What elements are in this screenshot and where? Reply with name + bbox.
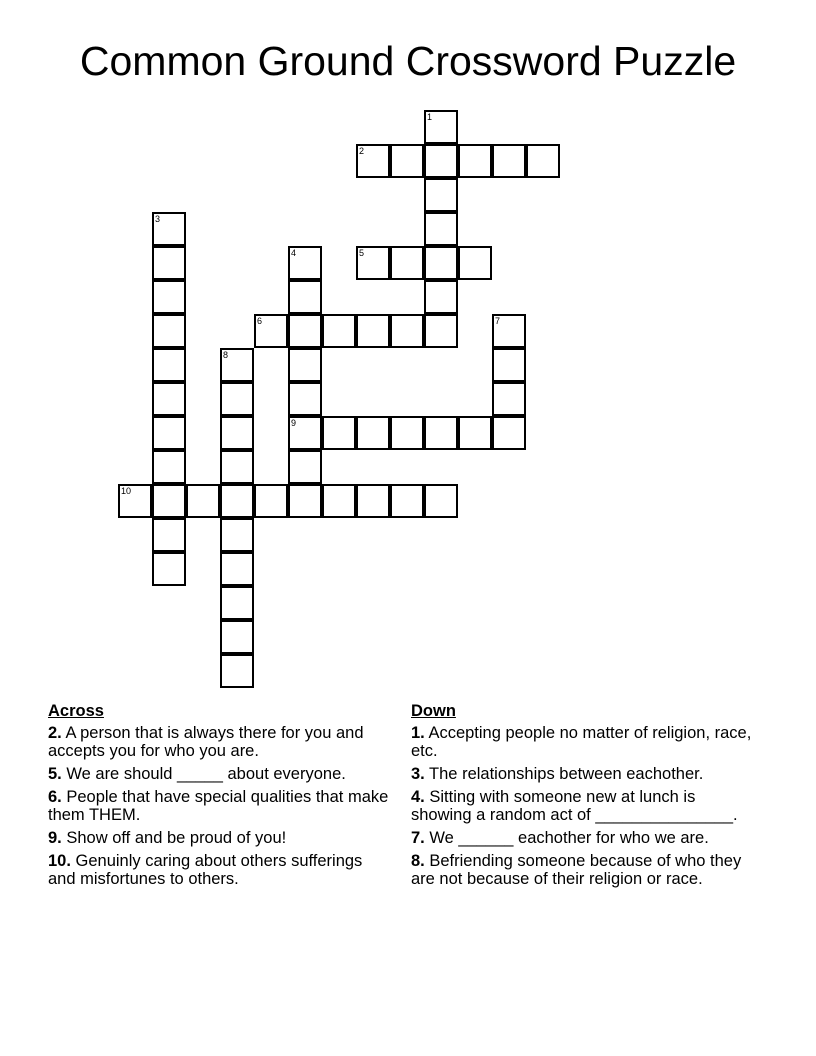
clue-text: We ______ eachother for who we are.	[424, 829, 709, 847]
down-clue	[411, 724, 756, 760]
grid-cell[interactable]	[152, 212, 186, 246]
grid-cell[interactable]	[220, 382, 254, 416]
across-clues	[48, 702, 393, 893]
cell-number: 8	[223, 350, 229, 360]
puzzle-title: Common Ground Crossword Puzzle	[79, 38, 737, 84]
grid-cell[interactable]	[356, 246, 390, 280]
grid-cell[interactable]	[424, 484, 458, 518]
grid-cell[interactable]	[118, 484, 152, 518]
grid-cell[interactable]	[152, 246, 186, 280]
grid-cell[interactable]	[424, 144, 458, 178]
grid-cell[interactable]	[288, 484, 322, 518]
clue-text: Sitting with someone new at lunch is showing a random act of _______________.	[411, 788, 738, 824]
cell-number: 4	[291, 248, 297, 258]
grid-cell[interactable]	[492, 314, 526, 348]
grid-cell[interactable]	[220, 552, 254, 586]
cell-number: 5	[359, 248, 365, 258]
grid-cell[interactable]	[220, 654, 254, 688]
grid-cell[interactable]	[424, 280, 458, 314]
cell-number: 1	[427, 112, 433, 122]
grid-cell[interactable]	[220, 484, 254, 518]
grid-cell[interactable]	[220, 416, 254, 450]
grid-cell[interactable]	[288, 382, 322, 416]
clue-number: 1.	[411, 724, 425, 742]
clue-text: We are should _____ about everyone.	[61, 765, 346, 783]
cell-number: 6	[257, 316, 263, 326]
grid-cell[interactable]	[220, 518, 254, 552]
grid-cell[interactable]	[458, 246, 492, 280]
clue-number: 3.	[411, 765, 425, 783]
grid-cell[interactable]	[288, 348, 322, 382]
grid-cell[interactable]	[152, 280, 186, 314]
grid-cell[interactable]	[288, 416, 322, 450]
grid-cell[interactable]	[288, 280, 322, 314]
down-clue	[411, 765, 756, 783]
grid-cell[interactable]	[424, 314, 458, 348]
cell-number: 2	[359, 146, 365, 156]
grid-cell[interactable]	[424, 246, 458, 280]
across-clue	[48, 829, 393, 847]
cell-number: 7	[495, 316, 501, 326]
grid-cell[interactable]	[322, 416, 356, 450]
clue-number: 5.	[48, 765, 62, 783]
clue-text: A person that is always there for you and accepts you for who you are.	[48, 724, 364, 760]
grid-cell[interactable]	[152, 314, 186, 348]
clue-number: 10.	[48, 852, 71, 870]
grid-cell[interactable]	[152, 552, 186, 586]
grid-cell[interactable]	[356, 144, 390, 178]
grid-cell[interactable]	[288, 450, 322, 484]
clue-text: Show off and be proud of you!	[61, 829, 287, 847]
grid-cell[interactable]	[322, 314, 356, 348]
clue-text: Genuinly caring about others sufferings and misfortunes to others.	[48, 852, 363, 888]
grid-cell[interactable]	[220, 348, 254, 382]
grid-cell[interactable]	[152, 382, 186, 416]
grid-cell[interactable]	[458, 144, 492, 178]
down-clues	[411, 702, 756, 893]
grid-cell[interactable]	[526, 144, 560, 178]
clue-number: 9.	[48, 829, 62, 847]
clue-text: The relationships between eachother.	[424, 765, 704, 783]
grid-cell[interactable]	[220, 586, 254, 620]
grid-cell[interactable]	[152, 416, 186, 450]
grid-cell[interactable]	[424, 110, 458, 144]
grid-cell[interactable]	[390, 416, 424, 450]
across-clue	[48, 852, 393, 888]
clue-number: 7.	[411, 829, 425, 847]
grid-cell[interactable]	[356, 416, 390, 450]
grid-cell[interactable]	[492, 382, 526, 416]
grid-cell[interactable]	[288, 314, 322, 348]
across-clue	[48, 788, 393, 824]
grid-cell[interactable]	[356, 484, 390, 518]
clue-number: 2.	[48, 724, 62, 742]
down-clue	[411, 852, 756, 888]
across-clue	[48, 765, 393, 783]
grid-cell[interactable]	[254, 484, 288, 518]
clue-text: People that have special qualities that make them THEM.	[48, 788, 389, 824]
clue-number: 8.	[411, 852, 425, 870]
down-heading: Down	[411, 702, 456, 720]
cell-number: 10	[121, 486, 132, 496]
grid-cell[interactable]	[220, 620, 254, 654]
across-heading: Across	[48, 702, 104, 720]
clue-number: 6.	[48, 788, 62, 806]
cell-number: 3	[155, 214, 161, 224]
grid-cell[interactable]	[424, 212, 458, 246]
grid-cell[interactable]	[390, 144, 424, 178]
grid-cell[interactable]	[254, 314, 288, 348]
grid-cell[interactable]	[152, 348, 186, 382]
down-clue	[411, 829, 756, 847]
clue-number: 4.	[411, 788, 425, 806]
grid-cell[interactable]	[356, 314, 390, 348]
clue-text: Befriending someone because of who they are not because of their religion or race.	[411, 852, 742, 888]
grid-cell[interactable]	[492, 416, 526, 450]
grid-cell[interactable]	[186, 484, 220, 518]
grid-cell[interactable]	[390, 246, 424, 280]
grid-cell[interactable]	[390, 484, 424, 518]
grid-cell[interactable]	[424, 178, 458, 212]
across-clue	[48, 724, 393, 760]
grid-cell[interactable]	[492, 144, 526, 178]
grid-cell[interactable]	[152, 518, 186, 552]
cell-number: 9	[291, 418, 297, 428]
grid-cell[interactable]	[492, 348, 526, 382]
grid-cell[interactable]	[390, 314, 424, 348]
down-clue	[411, 788, 756, 824]
grid-cell[interactable]	[322, 484, 356, 518]
grid-cell[interactable]	[152, 450, 186, 484]
clue-text: Accepting people no matter of religion, race, etc.	[411, 724, 752, 760]
grid-cell[interactable]	[152, 484, 186, 518]
grid-cell[interactable]	[220, 450, 254, 484]
grid-cell[interactable]	[458, 416, 492, 450]
grid-cell[interactable]	[288, 246, 322, 280]
grid-cell[interactable]	[424, 416, 458, 450]
